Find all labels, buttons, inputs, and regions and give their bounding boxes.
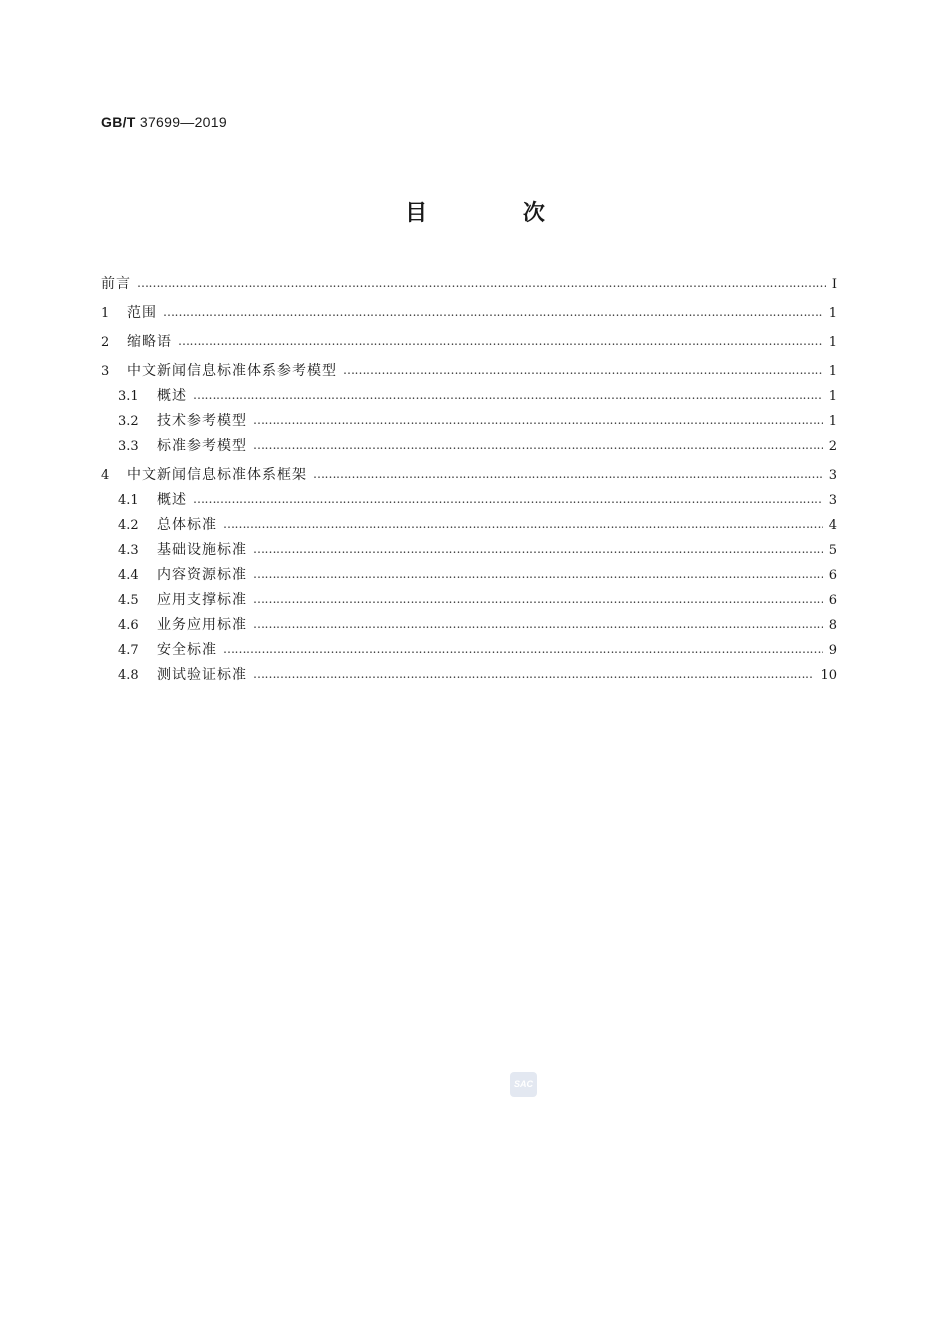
toc-entry-number: 3 bbox=[101, 364, 110, 379]
toc-entry-page: 3 bbox=[828, 493, 837, 508]
toc-entry-number: 4.6 bbox=[118, 618, 139, 633]
toc-entry-text: 总体标准 bbox=[157, 517, 217, 533]
toc-leader-dots bbox=[253, 435, 823, 455]
toc-leader-dots bbox=[253, 614, 823, 634]
toc-entry-3[interactable] bbox=[101, 361, 837, 381]
toc-entry-text: 范围 bbox=[127, 305, 157, 321]
toc-entry-preface[interactable] bbox=[101, 274, 837, 294]
toc-entry-number: 4 bbox=[101, 468, 110, 483]
toc-entry-4-5[interactable] bbox=[118, 590, 837, 610]
toc-entry-text: 标准参考模型 bbox=[157, 438, 247, 454]
page-title: 目 次 bbox=[405, 201, 589, 226]
toc-entry-4-3[interactable] bbox=[118, 540, 837, 560]
toc-leader-dots bbox=[193, 489, 823, 509]
toc-entry-4-7[interactable] bbox=[118, 640, 837, 660]
toc-entry-page: 2 bbox=[828, 439, 837, 454]
toc-entry-number: 4.3 bbox=[118, 543, 139, 558]
toc-leader-dots bbox=[137, 273, 826, 293]
toc-leader-dots bbox=[178, 331, 823, 351]
toc-entry-page: 6 bbox=[828, 568, 837, 583]
toc-entry-4-1[interactable] bbox=[118, 490, 837, 510]
toc-entry-text: 基础设施标准 bbox=[157, 542, 247, 558]
toc-entry-page: 9 bbox=[828, 643, 837, 658]
toc-leader-dots bbox=[313, 464, 823, 484]
toc-entry-4-2[interactable] bbox=[118, 515, 837, 535]
toc-leader-dots bbox=[223, 514, 823, 534]
toc-entry-page: 1 bbox=[828, 306, 837, 321]
toc-entry-page: 6 bbox=[828, 593, 837, 608]
toc-entry-1[interactable] bbox=[101, 303, 837, 323]
toc-entry-page: 1 bbox=[828, 414, 837, 429]
toc-entry-page: 8 bbox=[828, 618, 837, 633]
toc-entry-number: 4.8 bbox=[118, 668, 139, 683]
toc-entry-number: 2 bbox=[101, 335, 110, 350]
toc-entry-number: 3.2 bbox=[118, 414, 139, 429]
toc-entry-2[interactable] bbox=[101, 332, 837, 352]
toc-entry-number: 4.7 bbox=[118, 643, 139, 658]
toc-entry-text: 概述 bbox=[157, 388, 187, 404]
toc-entry-4[interactable] bbox=[101, 465, 837, 485]
toc-entry-page: 1 bbox=[828, 364, 837, 379]
toc-entry-text: 缩略语 bbox=[127, 334, 172, 350]
toc-entry-page: 1 bbox=[828, 389, 837, 404]
toc-entry-text: 技术参考模型 bbox=[157, 413, 247, 429]
toc-leader-dots bbox=[253, 589, 823, 609]
toc-entry-4-6[interactable] bbox=[118, 615, 837, 635]
toc-leader-dots bbox=[193, 385, 823, 405]
toc-entry-text: 前言 bbox=[101, 276, 131, 292]
toc-entry-text: 概述 bbox=[157, 492, 187, 508]
toc-entry-number: 4.4 bbox=[118, 568, 139, 583]
watermark-text: SAC bbox=[513, 1079, 533, 1089]
toc-entry-3-2[interactable] bbox=[118, 411, 837, 431]
toc-entry-page: 1 bbox=[828, 335, 837, 350]
standard-code bbox=[101, 114, 227, 130]
toc-leader-dots bbox=[253, 564, 823, 584]
toc-entry-number: 1 bbox=[101, 306, 110, 321]
toc-leader-dots bbox=[343, 360, 823, 380]
toc-entry-page: 10 bbox=[820, 668, 837, 683]
toc-entry-number: 4.1 bbox=[118, 493, 139, 508]
toc-entry-text: 安全标准 bbox=[157, 642, 217, 658]
toc-entry-number: 3.3 bbox=[118, 439, 139, 454]
toc-entry-number: 3.1 bbox=[118, 389, 139, 404]
toc-leader-dots bbox=[253, 664, 814, 684]
toc-entry-4-4[interactable] bbox=[118, 565, 837, 585]
toc-entry-3-3[interactable] bbox=[118, 436, 837, 456]
toc-entry-page: 3 bbox=[828, 468, 837, 483]
toc-leader-dots bbox=[223, 639, 823, 659]
toc-entry-text: 业务应用标准 bbox=[157, 617, 247, 633]
sac-watermark-logo bbox=[510, 1072, 537, 1097]
toc-entry-4-8[interactable] bbox=[118, 665, 837, 685]
toc-entry-text: 应用支撑标准 bbox=[157, 592, 247, 608]
standard-number: 37699—2019 bbox=[139, 114, 227, 130]
toc-entry-number: 4.2 bbox=[118, 518, 139, 533]
toc-leader-dots bbox=[163, 302, 823, 322]
toc-entry-page: 4 bbox=[828, 518, 837, 533]
toc-entry-text: 中文新闻信息标准体系框架 bbox=[127, 467, 307, 483]
toc-leader-dots bbox=[253, 410, 823, 430]
toc-entry-number: 4.5 bbox=[118, 593, 139, 608]
toc-entry-text: 内容资源标准 bbox=[157, 567, 247, 583]
toc-entry-page: Ⅰ bbox=[831, 277, 837, 292]
toc-entry-text: 中文新闻信息标准体系参考模型 bbox=[127, 363, 337, 379]
toc-entry-text: 测试验证标准 bbox=[157, 667, 247, 683]
toc-entry-3-1[interactable] bbox=[118, 386, 837, 406]
toc-entry-page: 5 bbox=[828, 543, 837, 558]
toc-leader-dots bbox=[253, 539, 823, 559]
standard-prefix: GB/T bbox=[101, 114, 136, 130]
